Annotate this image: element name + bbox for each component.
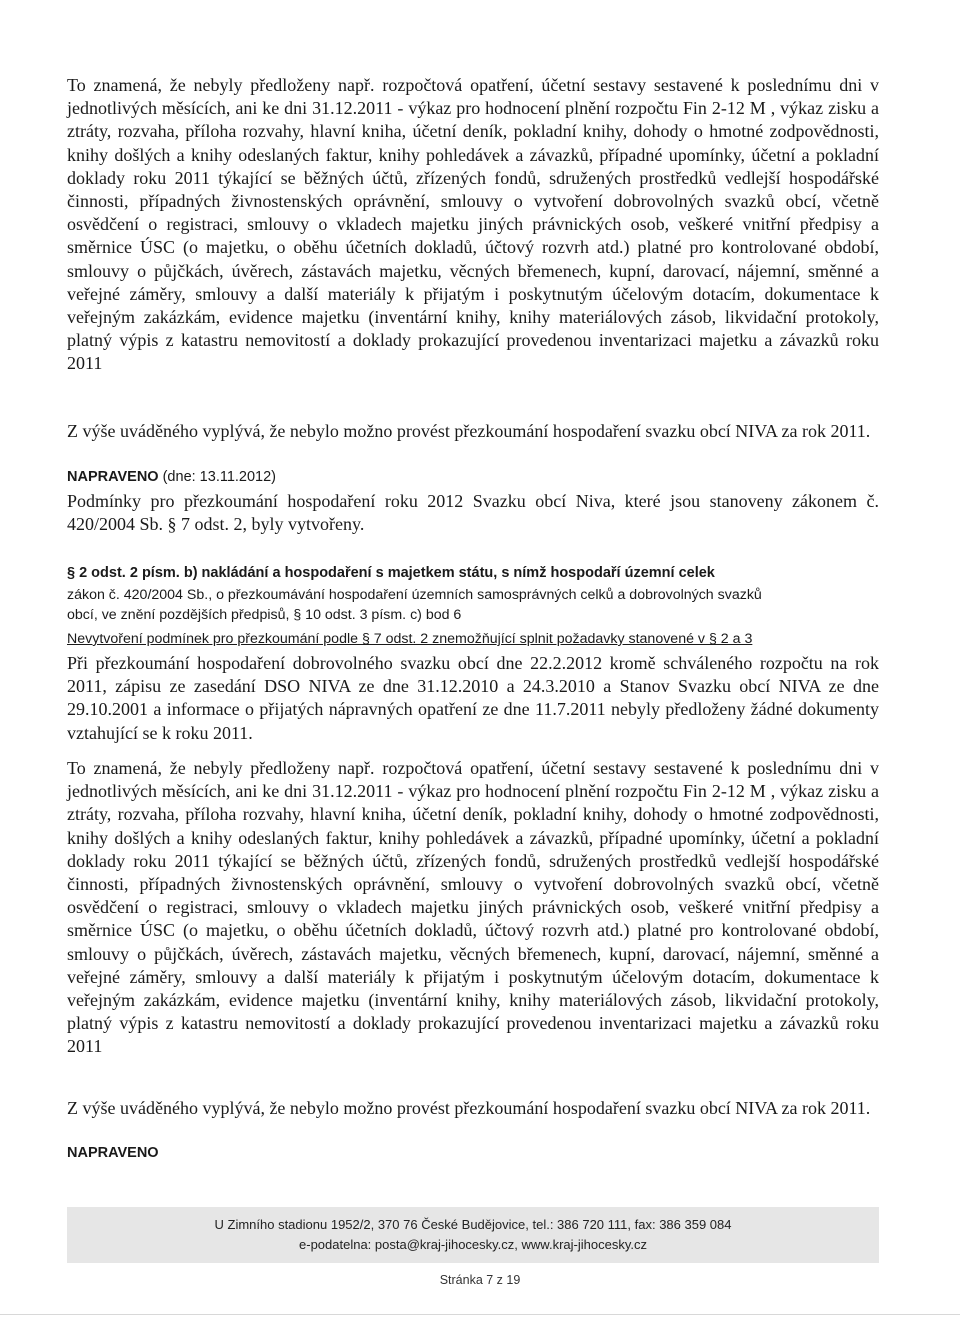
paragraph-conclusion-2: Z výše uváděného vyplývá, že nebylo možno provést přezkoumání hospodaření svazku obcí NIVA za rok 2011. xyxy=(67,1098,871,1118)
page-number: Stránka 7 z 19 xyxy=(439,1273,521,1287)
paragraph-conclusion-1: Z výše uváděného vyplývá, že nebylo možno provést přezkoumání hospodaření svazku obcí NIVA za rok 2011. xyxy=(67,421,871,441)
finding-title: Nevytvoření podmínek pro přezkoumání podle § 7 odst. 2 znemožňující splnit požadavky stanovené v § 2 a 3 xyxy=(67,631,753,647)
bottom-divider xyxy=(0,1314,960,1315)
remedied-label-2: NAPRAVENO xyxy=(67,1145,159,1161)
section-heading: § 2 odst. 2 písm. b) nakládání a hospodaření s majetkem státu, s nímž hospodaří územní celek xyxy=(67,565,715,581)
footer-contact: e-podatelna: posta@kraj-jihocesky.cz, www.kraj-jihocesky.cz xyxy=(299,1237,647,1252)
remedied-date: (dne: 13.11.2012) xyxy=(158,469,277,485)
remedied-label: NAPRAVENO xyxy=(67,469,159,485)
paragraph-missing-documents-1: To znamená, že nebyly předloženy např. rozpočtová opatření, účetní sestavy sestavené k poslednímu dni v jednotlivých měsících, ani ke dni 31.12.2011 - výkaz pro hodnocení plnění rozpočtu Fin 2-12 M , výkaz zisku a ztráty, rozvaha, příloha rozvahy, hlavní kniha, účetní deník, pokladní knihy, dohody o hmotné zodpovědnosti, knihy došlých a knihy odeslaných faktur, knihy pohledávek a závazků, případné upomínky, účetní a pokladní doklady roku 2011 týkající se běžných účtů, zřízených fondů, sdružených prostředků vedlejší hospodářské činnosti, případných živnostenských oprávnění, smlouvy o vytvoření dobrovolných svazků obcí, včetně osvědčení o registraci, smlouvy o vkladech majetku jiných právnických osob, veškeré vnitřní předpisy a směrnice ÚSC (o majetku, o oběhu účetních dokladů, účtový rozvrh atd.) platné pro kontrolované období, smlouvy o půjčkách, úvěrech, zástavách majetku, věcných břemenech, kupní, darovací, nájemní, směnné a veřejné záměry, smlouvy a další materiály k přijatým i poskytnutým účelovým dotacím, dokumentace k veřejným zakázkám, evidence majetku (inventární knihy, knihy materiálových zásob, likvidační protokoly, platný výpis z katastru nemovitostí a doklady prokazující provedenou inventarizaci majetku a závazků roku 2011 xyxy=(67,75,879,374)
paragraph-missing-documents-2: To znamená, že nebyly předloženy např. rozpočtová opatření, účetní sestavy sestavené k poslednímu dni v jednotlivých měsících, ani ke dni 31.12.2011 - výkaz pro hodnocení plnění rozpočtu Fin 2-12 M , výkaz zisku a ztráty, rozvaha, příloha rozvahy, hlavní kniha, účetní deník, pokladní knihy, dohody o hmotné zodpovědnosti, knihy došlých a knihy odeslaných faktur, knihy pohledávek a závazků, případné upomínky, účetní a pokladní doklady roku 2011 týkající se běžných účtů, zřízených fondů, sdružených prostředků vedlejší hospodářské činnosti, případných živnostenských oprávnění, smlouvy o vytvoření dobrovolných svazků obcí, včetně osvědčení o registraci, smlouvy o vkladech majetku jiných právnických osob, veškeré vnitřní předpisy a směrnice ÚSC (o majetku, o oběhu účetních dokladů, účtový rozvrh atd.) platné pro kontrolované období, smlouvy o půjčkách, úvěrech, zástavách majetku, věcných břemenech, kupní, darovací, nájemní, směnné a veřejné záměry, smlouvy a další materiály k přijatým i poskytnutým účelovým dotacím, dokumentace k veřejným zakázkám, evidence majetku (inventární knihy, knihy materiálových zásob, likvidační protokoly, platný výpis z katastru nemovitostí a doklady prokazující provedenou inventarizaci majetku a závazků roku 2011 xyxy=(67,758,879,1057)
law-reference-line-1: zákon č. 420/2004 Sb., o přezkoumávání hospodaření územních samosprávných celků a dobrovolných svazků xyxy=(67,587,762,603)
remedied-status-line xyxy=(67,467,879,487)
paragraph-review-findings: Při přezkoumání hospodaření dobrovolného svazku obcí dne 22.2.2012 kromě schváleného rozpočtu na rok 2011, zápisu ze zasedání DSO NIVA ze dne 31.12.2010 a 24.3.2010 a Stanov Svazku obcí NIVA ze dne 29.10.2001 a informace o přijatých nápravných opatření ze dne 11.7.2011 nebyly předloženy žádné dokumenty vztahující se k roku 2011. xyxy=(67,653,879,743)
footer-address: U Zimního stadionu 1952/2, 370 76 České Budějovice, tel.: 386 720 111, fax: 386 359 084 xyxy=(214,1217,732,1232)
law-reference-line-2: obcí, ve znění pozdějších předpisů, § 10 odst. 3 písm. c) bod 6 xyxy=(67,607,462,623)
paragraph-conditions-created: Podmínky pro přezkoumání hospodaření roku 2012 Svazku obcí Niva, které jsou stanoveny zákonem č. 420/2004 Sb. § 7 odst. 2, byly vytvořeny. xyxy=(67,491,879,535)
page-footer xyxy=(67,1207,879,1263)
